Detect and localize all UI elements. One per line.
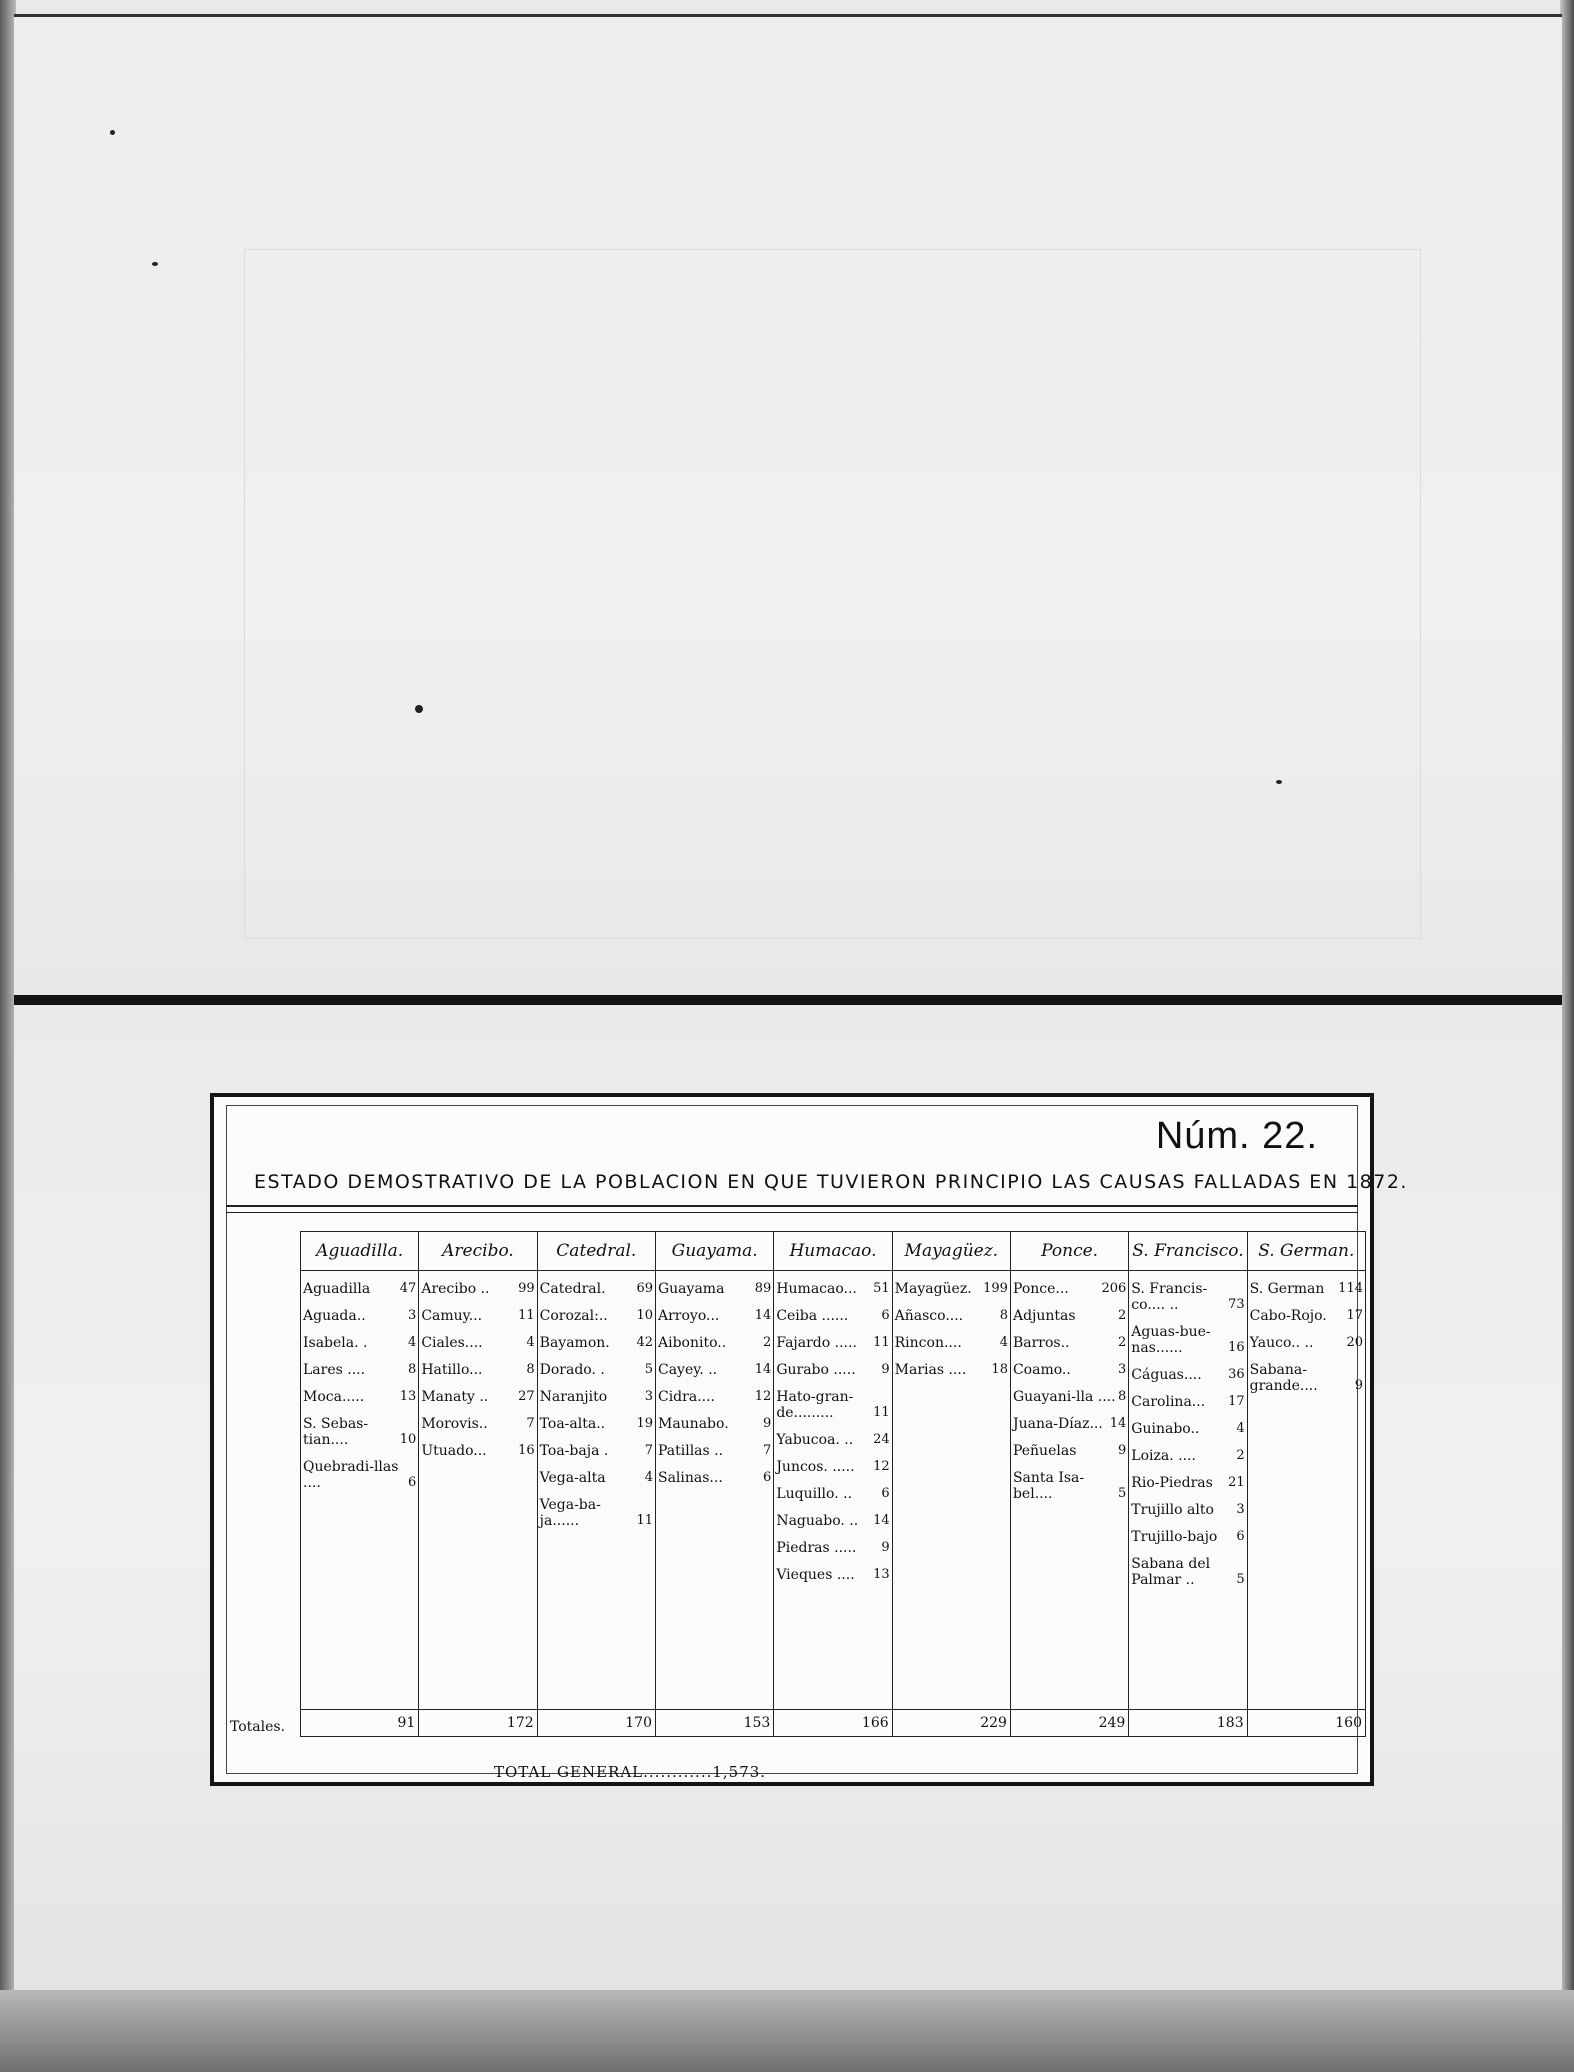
- table-entry: [776, 1432, 889, 1448]
- town-count: 17: [1346, 1308, 1363, 1323]
- column-header: Mayagüez.: [892, 1232, 1010, 1271]
- table-entry: [658, 1281, 771, 1297]
- column-total: 229: [892, 1710, 1010, 1737]
- column-header: Aguadilla.: [301, 1232, 419, 1271]
- town-name: Hato-gran-de.........: [776, 1389, 854, 1421]
- town-count: 10: [636, 1308, 653, 1323]
- town-name: Peñuelas: [1012, 1443, 1077, 1459]
- totals-label: Totales.: [230, 1719, 286, 1735]
- table-entry: [421, 1335, 534, 1351]
- ink-speck: [1276, 780, 1282, 784]
- column-total: 249: [1010, 1710, 1128, 1737]
- town-count: 3: [644, 1389, 653, 1404]
- column-total: 170: [537, 1710, 655, 1737]
- table-entry: [303, 1416, 416, 1448]
- district-column: [537, 1271, 655, 1710]
- town-name: Cabo-Rojo.: [1249, 1308, 1327, 1324]
- table-entry: [421, 1416, 534, 1432]
- table-entry: [895, 1308, 1008, 1324]
- column-total: 153: [655, 1710, 773, 1737]
- town-name: Ciales....: [421, 1335, 483, 1351]
- town-count: 4: [999, 1335, 1008, 1350]
- table-entry: [1250, 1308, 1363, 1324]
- town-count: 13: [399, 1389, 417, 1404]
- town-count: 14: [873, 1513, 890, 1528]
- table-entry: [303, 1308, 416, 1324]
- table-entry: [895, 1335, 1008, 1351]
- town-name: Aibonito..: [657, 1335, 727, 1351]
- district-column: [655, 1271, 773, 1710]
- table-entry: [1250, 1362, 1363, 1394]
- district-column: [774, 1271, 892, 1710]
- town-count: 6: [881, 1486, 890, 1501]
- district-column: [301, 1271, 419, 1710]
- table-entry: [1131, 1556, 1244, 1588]
- table-entry: [1013, 1281, 1126, 1297]
- district-column: [419, 1271, 537, 1710]
- table-entry: [1131, 1421, 1244, 1437]
- town-name: Sabana-grande....: [1249, 1362, 1318, 1394]
- town-name: Cayey. ..: [657, 1362, 718, 1378]
- town-name: Juana-Díaz...: [1012, 1416, 1103, 1432]
- town-name: Vega-ba-ja......: [539, 1497, 601, 1529]
- town-name: Naranjito: [539, 1389, 608, 1405]
- table-entry: [776, 1389, 889, 1421]
- town-name: Patillas ..: [657, 1443, 724, 1459]
- town-name: Moca.....: [303, 1389, 365, 1405]
- table-entry: [303, 1281, 416, 1297]
- table-entry: [1250, 1281, 1363, 1297]
- town-name: Guayani-lla ....: [1012, 1389, 1116, 1405]
- town-name: Humacao...: [776, 1281, 857, 1297]
- district-column: [1010, 1271, 1128, 1710]
- town-count: 89: [754, 1281, 772, 1296]
- table-entry: [1013, 1389, 1126, 1405]
- town-count: 24: [873, 1432, 890, 1447]
- table-entry: [776, 1362, 889, 1378]
- town-count: 5: [644, 1362, 653, 1377]
- ink-speck: [110, 130, 115, 135]
- town-count: 10: [399, 1432, 417, 1447]
- table-entry: [303, 1362, 416, 1378]
- town-name: S. Sebas-tian....: [303, 1416, 369, 1448]
- scan-bottom-edge: [0, 1990, 1574, 2072]
- table-entry: [658, 1443, 771, 1459]
- town-count: 8: [526, 1362, 535, 1377]
- town-name: Morovis..: [421, 1416, 488, 1432]
- district-column: [892, 1271, 1010, 1710]
- table-entry: [540, 1308, 653, 1324]
- town-name: Manaty ..: [421, 1389, 489, 1405]
- table-entry: [540, 1416, 653, 1432]
- table-entry: [540, 1362, 653, 1378]
- column-header: S. Francisco.: [1129, 1232, 1247, 1271]
- town-name: Piedras .....: [776, 1540, 857, 1556]
- town-name: Carolina...: [1131, 1394, 1206, 1410]
- town-name: Coamo..: [1012, 1362, 1071, 1378]
- table-entry: [421, 1281, 534, 1297]
- table-entry: [421, 1443, 534, 1459]
- town-count: 7: [526, 1416, 535, 1431]
- town-name: Camuy...: [421, 1308, 483, 1324]
- town-name: Vega-alta: [539, 1470, 606, 1486]
- document-table-card: [210, 1093, 1408, 1786]
- town-count: 69: [636, 1281, 653, 1296]
- town-name: Lares ....: [303, 1362, 366, 1378]
- table-entry: [776, 1567, 889, 1583]
- table-entry: [540, 1281, 653, 1297]
- town-count: 14: [754, 1362, 772, 1377]
- town-name: S. Francis-co.... ..: [1131, 1281, 1208, 1313]
- town-count: 6: [763, 1470, 772, 1485]
- town-name: Aguadilla: [303, 1281, 371, 1297]
- bleed-through-frame: [244, 249, 1421, 939]
- town-count: 9: [881, 1540, 890, 1555]
- town-count: 114: [1338, 1281, 1363, 1296]
- town-name: Arecibo ..: [421, 1281, 490, 1297]
- column-header: Guayama.: [655, 1232, 773, 1271]
- town-count: 16: [1228, 1340, 1245, 1355]
- town-count: 8: [1118, 1389, 1127, 1404]
- town-name: Utuado...: [421, 1443, 487, 1459]
- town-count: 6: [881, 1308, 890, 1323]
- column-header: Ponce.: [1010, 1232, 1128, 1271]
- town-name: Bayamon.: [539, 1335, 610, 1351]
- town-count: 12: [873, 1459, 890, 1474]
- table-entry: [1131, 1448, 1244, 1464]
- table-entry: [776, 1540, 889, 1556]
- table-entry: [658, 1335, 771, 1351]
- town-name: Arroyo...: [657, 1308, 720, 1324]
- table-entry: [303, 1389, 416, 1405]
- town-name: S. German: [1249, 1281, 1325, 1297]
- table-entry: [1250, 1335, 1363, 1351]
- table-entry: [1013, 1470, 1126, 1502]
- ink-speck: [152, 262, 158, 266]
- table-entry: [658, 1362, 771, 1378]
- town-name: Rincon....: [894, 1335, 962, 1351]
- town-name: Yauco.. ..: [1249, 1335, 1314, 1351]
- table-entry: [540, 1389, 653, 1405]
- town-count: 27: [518, 1389, 535, 1404]
- table-entry: [1013, 1443, 1126, 1459]
- table-entry: [421, 1308, 534, 1324]
- table-entry: [895, 1281, 1008, 1297]
- town-count: 9: [881, 1362, 890, 1377]
- town-name: Loiza. ....: [1131, 1448, 1196, 1464]
- table-entry: [776, 1486, 889, 1502]
- town-name: Mayagüez.: [894, 1281, 972, 1297]
- document-title: ESTADO DEMOSTRATIVO DE LA POBLACION EN QUE TUVIERON PRINCIPIO LAS CAUSAS FALLADAS EN 1872.: [254, 1171, 1408, 1193]
- table-entry: [776, 1335, 889, 1351]
- town-count: 11: [873, 1405, 890, 1420]
- town-name: Salinas...: [657, 1470, 723, 1486]
- table-entry: [1131, 1475, 1244, 1491]
- table-entry: [776, 1459, 889, 1475]
- town-count: 11: [518, 1308, 535, 1323]
- table-entry: [1013, 1362, 1126, 1378]
- town-name: Aguas-bue-nas......: [1131, 1324, 1211, 1356]
- town-count: 3: [1236, 1502, 1245, 1517]
- town-count: 2: [763, 1335, 772, 1350]
- town-name: Añasco....: [894, 1308, 964, 1324]
- town-name: Marias ....: [894, 1362, 967, 1378]
- town-count: 4: [526, 1335, 535, 1350]
- town-count: 19: [636, 1416, 653, 1431]
- town-count: 14: [1109, 1416, 1127, 1431]
- table-entry: [658, 1416, 771, 1432]
- town-count: 2: [1118, 1335, 1127, 1350]
- town-count: 3: [1118, 1362, 1127, 1377]
- town-name: Hatillo...: [421, 1362, 483, 1378]
- table-entry: [1131, 1367, 1244, 1383]
- town-count: 99: [518, 1281, 535, 1296]
- town-name: Dorado. .: [539, 1362, 605, 1378]
- table-entry: [1131, 1502, 1244, 1518]
- town-count: 9: [1118, 1443, 1127, 1458]
- column-header: Humacao.: [774, 1232, 892, 1271]
- town-count: 2: [1236, 1448, 1245, 1463]
- town-name: Isabela. .: [303, 1335, 368, 1351]
- column-total: 91: [301, 1710, 419, 1737]
- town-count: 4: [644, 1470, 653, 1485]
- town-count: 4: [408, 1335, 417, 1350]
- table-entry: [540, 1497, 653, 1529]
- town-name: Vieques ....: [776, 1567, 855, 1583]
- town-name: Naguabo. ..: [776, 1513, 859, 1529]
- town-count: 5: [1118, 1486, 1127, 1501]
- town-count: 206: [1101, 1281, 1127, 1296]
- town-count: 5: [1236, 1572, 1245, 1587]
- column-total: 183: [1129, 1710, 1247, 1737]
- table-entry: [1131, 1324, 1244, 1356]
- title-rule-thin: [226, 1212, 1358, 1213]
- town-name: Corozal:..: [539, 1308, 608, 1324]
- table-entry: [421, 1362, 534, 1378]
- town-count: 3: [408, 1308, 417, 1323]
- table-entry: [303, 1459, 416, 1491]
- town-name: Aguada..: [303, 1308, 366, 1324]
- town-name: Maunabo.: [657, 1416, 729, 1432]
- town-count: 47: [399, 1281, 417, 1296]
- table-entry: [540, 1443, 653, 1459]
- town-count: 36: [1228, 1367, 1245, 1382]
- grand-total: TOTAL GENERAL............1,573.: [494, 1763, 767, 1781]
- town-name: Ceiba ......: [776, 1308, 849, 1324]
- town-count: 2: [1118, 1308, 1127, 1323]
- town-name: Fajardo .....: [776, 1335, 857, 1351]
- town-name: Rio-Piedras: [1131, 1475, 1213, 1491]
- town-count: 17: [1228, 1394, 1245, 1409]
- town-name: Toa-baja .: [539, 1443, 609, 1459]
- town-name: Gurabo .....: [776, 1362, 856, 1378]
- town-count: 14: [754, 1308, 772, 1323]
- column-total: 172: [419, 1710, 537, 1737]
- table-entry: [421, 1389, 534, 1405]
- table-entry: [1013, 1416, 1126, 1432]
- town-name: Adjuntas: [1012, 1308, 1076, 1324]
- scan-right-edge: [1560, 0, 1574, 2072]
- town-name: Trujillo-bajo: [1131, 1529, 1218, 1545]
- town-count: 51: [873, 1281, 890, 1296]
- table-entry: [776, 1281, 889, 1297]
- town-count: 16: [518, 1443, 535, 1458]
- column-header: Arecibo.: [419, 1232, 537, 1271]
- town-name: Luquillo. ..: [776, 1486, 853, 1502]
- table-entry: [658, 1470, 771, 1486]
- town-count: 6: [1236, 1529, 1245, 1544]
- population-table: [300, 1231, 1366, 1737]
- town-name: Trujillo alto: [1131, 1502, 1214, 1518]
- town-count: 8: [999, 1308, 1008, 1323]
- table-entry: [1131, 1529, 1244, 1545]
- table-entry: [1131, 1394, 1244, 1410]
- town-name: Barros..: [1012, 1335, 1070, 1351]
- town-count: 12: [754, 1389, 772, 1404]
- district-column: [1129, 1271, 1247, 1710]
- table-entry: [658, 1389, 771, 1405]
- table-body-row: [301, 1271, 1366, 1710]
- town-count: 9: [1354, 1378, 1363, 1393]
- town-name: Catedral.: [539, 1281, 606, 1297]
- town-name: Toa-alta..: [539, 1416, 606, 1432]
- town-count: 20: [1346, 1335, 1363, 1350]
- town-count: 11: [873, 1335, 890, 1350]
- table-entry: [895, 1362, 1008, 1378]
- town-count: 9: [763, 1416, 772, 1431]
- document-number: Núm. 22.: [1155, 1115, 1318, 1157]
- town-name: Guinabo..: [1131, 1421, 1200, 1437]
- table-entry: [1013, 1335, 1126, 1351]
- town-count: 73: [1228, 1297, 1245, 1312]
- column-total: 166: [774, 1710, 892, 1737]
- table-entry: [658, 1308, 771, 1324]
- table-entry: [776, 1308, 889, 1324]
- town-count: 13: [873, 1567, 890, 1582]
- totals-row: [301, 1710, 1366, 1737]
- town-name: Yabucoa. ..: [776, 1432, 854, 1448]
- town-name: Ponce...: [1012, 1281, 1069, 1297]
- town-name: Juncos. .....: [776, 1459, 855, 1475]
- town-count: 4: [1236, 1421, 1245, 1436]
- column-header: Catedral.: [537, 1232, 655, 1271]
- town-count: 7: [644, 1443, 653, 1458]
- column-header: S. German.: [1247, 1232, 1365, 1271]
- town-count: 18: [991, 1362, 1008, 1377]
- table-header-row: [301, 1232, 1366, 1271]
- town-count: 21: [1228, 1475, 1245, 1490]
- table-entry: [540, 1470, 653, 1486]
- table-entry: [1013, 1308, 1126, 1324]
- blank-page-top: [14, 14, 1562, 1002]
- column-total: 160: [1247, 1710, 1365, 1737]
- table-entry: [1131, 1281, 1244, 1313]
- town-count: 8: [408, 1362, 417, 1377]
- table-entry: [303, 1335, 416, 1351]
- town-count: 7: [763, 1443, 772, 1458]
- town-name: Guayama: [657, 1281, 725, 1297]
- town-name: Cidra....: [657, 1389, 715, 1405]
- town-count: 6: [408, 1475, 417, 1490]
- town-count: 199: [983, 1281, 1008, 1296]
- ink-speck: [415, 705, 423, 713]
- district-column: [1247, 1271, 1365, 1710]
- town-count: 42: [636, 1335, 653, 1350]
- town-name: Sabana del Palmar ..: [1131, 1556, 1211, 1588]
- town-name: Cáguas....: [1131, 1367, 1202, 1383]
- page-fold-line: [14, 995, 1562, 1005]
- table-entry: [776, 1513, 889, 1529]
- title-rule: [226, 1205, 1358, 1207]
- table-entry: [540, 1335, 653, 1351]
- town-name: Santa Isa-bel....: [1012, 1470, 1085, 1502]
- town-name: Quebradi-llas ....: [303, 1459, 399, 1491]
- town-count: 11: [636, 1513, 653, 1528]
